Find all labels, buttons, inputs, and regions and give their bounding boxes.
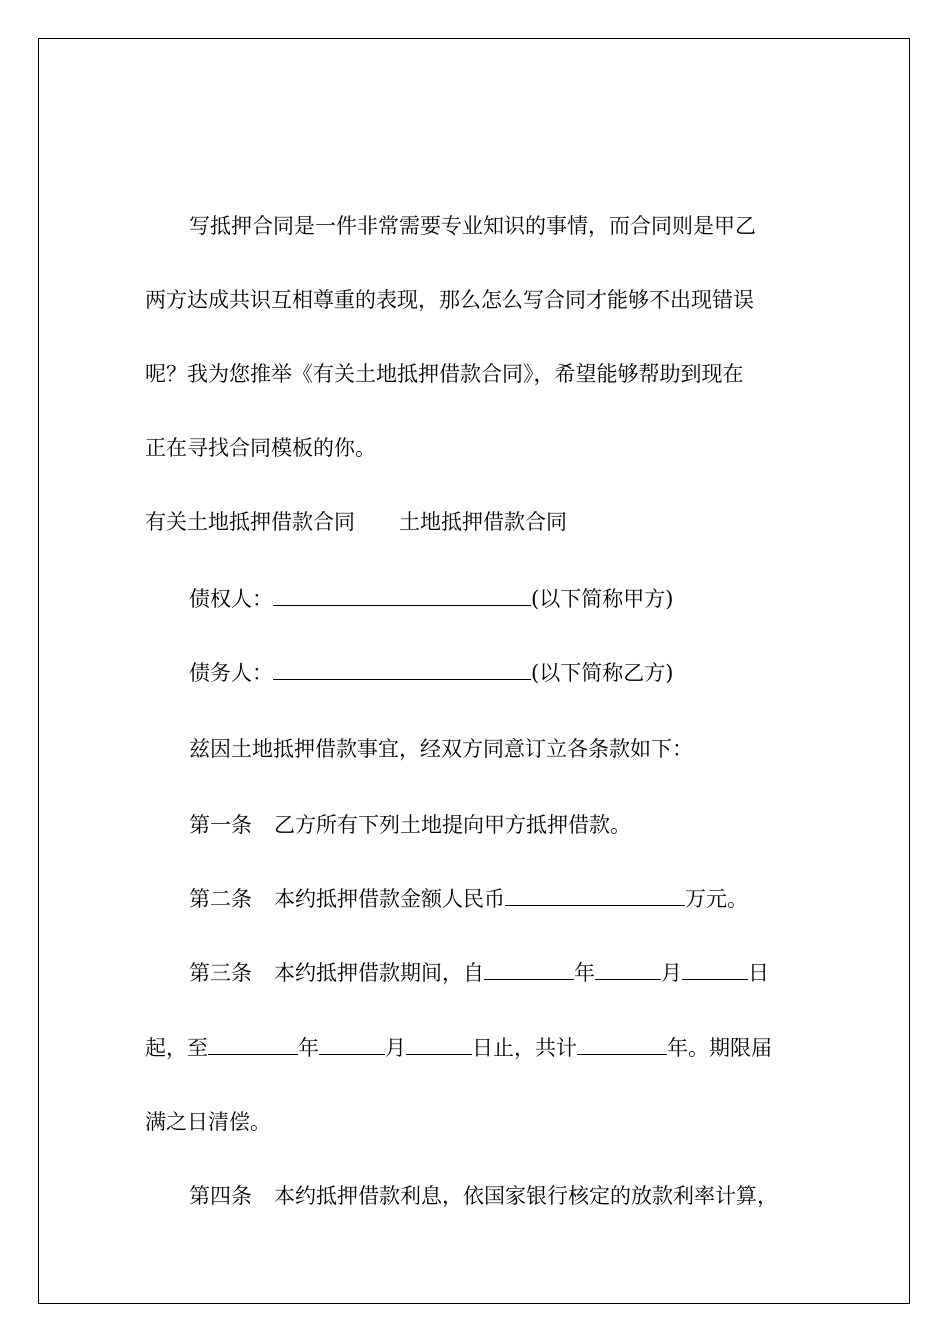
- debtor-line: [189, 658, 673, 688]
- article-4: [189, 1181, 778, 1211]
- article-1-number: 第一条: [189, 813, 252, 837]
- creditor-blank: [273, 584, 531, 606]
- creditor-line: [189, 584, 673, 614]
- intro-paragraph-line-2: 两方达成共识互相尊重的表现，那么怎么写合同才能够不出现错误: [145, 288, 754, 312]
- article-4-number: 第四条: [189, 1184, 252, 1208]
- article-2: [189, 884, 748, 914]
- article-3-from-end: 起，至: [145, 1036, 208, 1060]
- creditor-suffix: (以下简称甲方): [531, 587, 674, 611]
- article-3-line-1: [189, 958, 769, 988]
- debtor-suffix: (以下简称乙方): [531, 661, 674, 685]
- end-year-label: 年: [298, 1036, 319, 1060]
- preamble: 兹因土地抵押借款事宜，经双方同意订立各条款如下：: [189, 737, 693, 761]
- start-day-label: 日: [748, 961, 769, 985]
- article-3-text: 本约抵押借款期间，自: [274, 961, 484, 985]
- end-day-blank: [406, 1033, 472, 1055]
- start-month-blank: [595, 958, 661, 980]
- intro-paragraph-line-3: 呢？我为您推举《有关土地抵押借款合同》，希望能够帮助到现在: [145, 362, 744, 386]
- article-3-line-2: [145, 1033, 772, 1063]
- article-3-line-3: 满之日清偿。: [145, 1110, 271, 1134]
- article-1: [189, 810, 631, 840]
- article-2-unit: 万元。: [685, 887, 748, 911]
- contract-title-main: 有关土地抵押借款合同: [145, 510, 355, 534]
- total-years-blank: [577, 1033, 667, 1055]
- creditor-label: 债权人：: [189, 587, 273, 611]
- end-month-blank: [319, 1033, 385, 1055]
- end-month-label: 月: [385, 1036, 406, 1060]
- article-3-tail: 年。期限届: [667, 1036, 772, 1060]
- start-day-blank: [682, 958, 748, 980]
- contract-title-line: [145, 507, 567, 537]
- start-year-label: 年: [574, 961, 595, 985]
- debtor-label: 债务人：: [189, 661, 273, 685]
- end-year-blank: [208, 1033, 298, 1055]
- article-2-number: 第二条: [189, 887, 252, 911]
- article-3-number: 第三条: [189, 961, 252, 985]
- start-year-blank: [484, 958, 574, 980]
- intro-paragraph-line-1: 写抵押合同是一件非常需要专业知识的事情，而合同则是甲乙: [189, 214, 756, 238]
- article-2-text: 本约抵押借款金额人民币: [274, 887, 505, 911]
- article-4-text: 本约抵押借款利息，依国家银行核定的放款利率计算，: [274, 1184, 778, 1208]
- amount-blank: [505, 884, 685, 906]
- article-1-text: 乙方所有下列土地提向甲方抵押借款。: [274, 813, 631, 837]
- intro-paragraph-line-4: 正在寻找合同模板的你。: [145, 436, 376, 460]
- debtor-blank: [273, 658, 531, 680]
- contract-title-sub: 土地抵押借款合同: [399, 510, 567, 534]
- start-month-label: 月: [661, 961, 682, 985]
- article-3-until: 日止，共计: [472, 1036, 577, 1060]
